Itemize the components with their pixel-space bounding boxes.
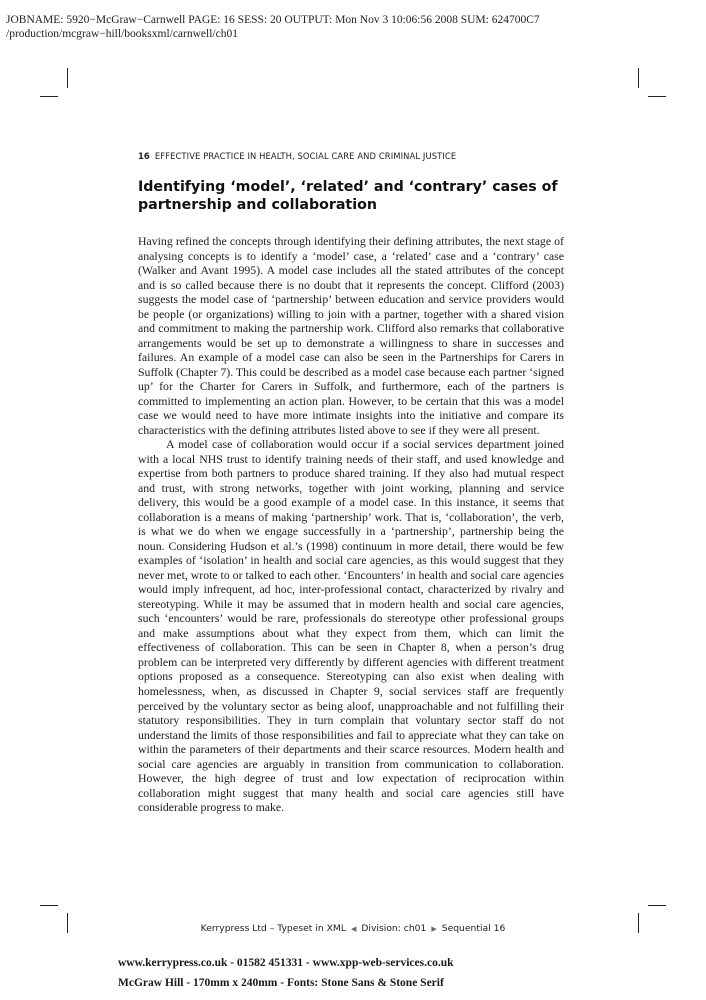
crop-mark-bottom-left-horizontal [40,905,58,906]
crop-mark-top-left-horizontal [40,96,58,97]
paragraph: A model case of collaboration would occur if a social services department joined with a local NHS trust to identify training needs of their staff, and used knowledge and expertise from both partners to produce shared training. If they also had mutual respect and trust, with strong networks, together with joint working, planning and service delivery, this would be a good example of a model case. In this instance, it seems that collaboration is a means of making ‘partnership’ work. That is, ‘collaboration’, the verb, is what we do when we engage successfully in a ‘partnership’, partnership being the noun. Considering Hudson et al.’s (1998) continuum in more detail, there would be few examples of ‘isolation’ in health and social care agencies, as this would suggest that they never met, wrote to or talked to each other. ‘Encounters’ in health and social care agencies would imply infrequent, ad hoc, inter-professional contact, characterized by rivalry and stereotyping. While it may be assumed that in modern health and social care agencies, such ‘encounters’ would be rare, professionals do stereotype other professional groups and make assumptions about what they expect from them, which can limit the effectiveness of collaboration. This can be seen in Chapter 8, when a person’s drug problem can be interpreted very differently by different agencies with different treatment options proposed as a consequence. Stereotyping can also exist when dealing with homelessness, when, as discussed in Chapter 9, social services staff are frequently perceived by the voluntary sector as being aloof, unapproachable and not fulfilling their statutory responsibilities. They in turn complain that voluntary sector staff do not understand the limits of those responsibilities and fail to appreciate what they can take on within the parameters of their departments and their scarce resources. Modern health and social care agencies are arguably in transition from communication to collaboration. However, the high degree of trust and low expectation of reciprocation within collaboration might suggest that many health and social care agencies still have considerable progress to make. [138,437,564,815]
triangle-right-icon: ▶ [431,925,437,933]
imprint-line-2: McGraw Hill - 170mm x 240mm - Fonts: Stone Sans & Stone Serif [118,977,444,989]
footer-sequential: Sequential 16 [441,923,506,934]
running-head-title: EFFECTIVE PRACTICE IN HEALTH, SOCIAL CARE AND CRIMINAL JUSTICE [154,151,457,161]
running-head [138,151,578,161]
body-text [138,234,564,815]
paragraph: Having refined the concepts through identifying their defining attributes, the next stage of analysing concepts is to identify a ‘model’ case, a ‘related’ case and a ‘contrary’ case (Walker and Avant 1995). A model case includes all the stated attributes of the concept and is so called because there is no doubt that it represents the concept. Clifford (2003) suggests the model case of ‘partnership’ between education and service providers would be people (or organizations) willing to join with a partner, together with a shared vision and commitment to making the partnership work. Clifford also remarks that collaborative arrangements would be set up to demonstrate a willingness to share in successes and failures. An example of a model case can also be seen in the Partnerships for Carers in Suffolk (Chapter 7). This could be described as a model case because each partner ‘signed up’ for the Charter for Carers in Suffolk, and furthermore, each of the partners is committed to implementing an action plan. However, to be certain that this was a model case we would need to have more intimate insights into the initiative and compare its characteristics with the defining attributes listed above to see if they were all present. [138,234,564,437]
crop-mark-top-right-vertical [638,68,639,88]
footer-division: Division: ch01 [361,923,427,934]
job-info-line-1: JOBNAME: 5920−McGraw−Carnwell PAGE: 16 SESS: 20 OUTPUT: Mon Nov 3 10:06:56 2008 SUM: 624700C7 [6,14,540,26]
crop-mark-top-right-horizontal [648,96,666,97]
footer-typesetter: Kerrypress Ltd – Typeset in XML [200,923,346,934]
footer-slug [0,923,706,934]
crop-mark-bottom-right-horizontal [648,905,666,906]
job-info-line-2: /production/mcgraw−hill/booksxml/carnwell/ch01 [6,28,238,40]
job-info [6,13,696,41]
page-number: 16 [138,151,150,161]
crop-mark-top-left-vertical [67,68,68,88]
section-heading: Identifying ‘model’, ‘related’ and ‘contrary’ cases of partnership and collaboration [138,179,558,213]
triangle-left-icon: ◀ [350,925,357,933]
imprint-line-1: www.kerrypress.co.uk - 01582 451331 - www.xpp-web-services.co.uk [118,957,454,969]
imprint [118,953,454,993]
